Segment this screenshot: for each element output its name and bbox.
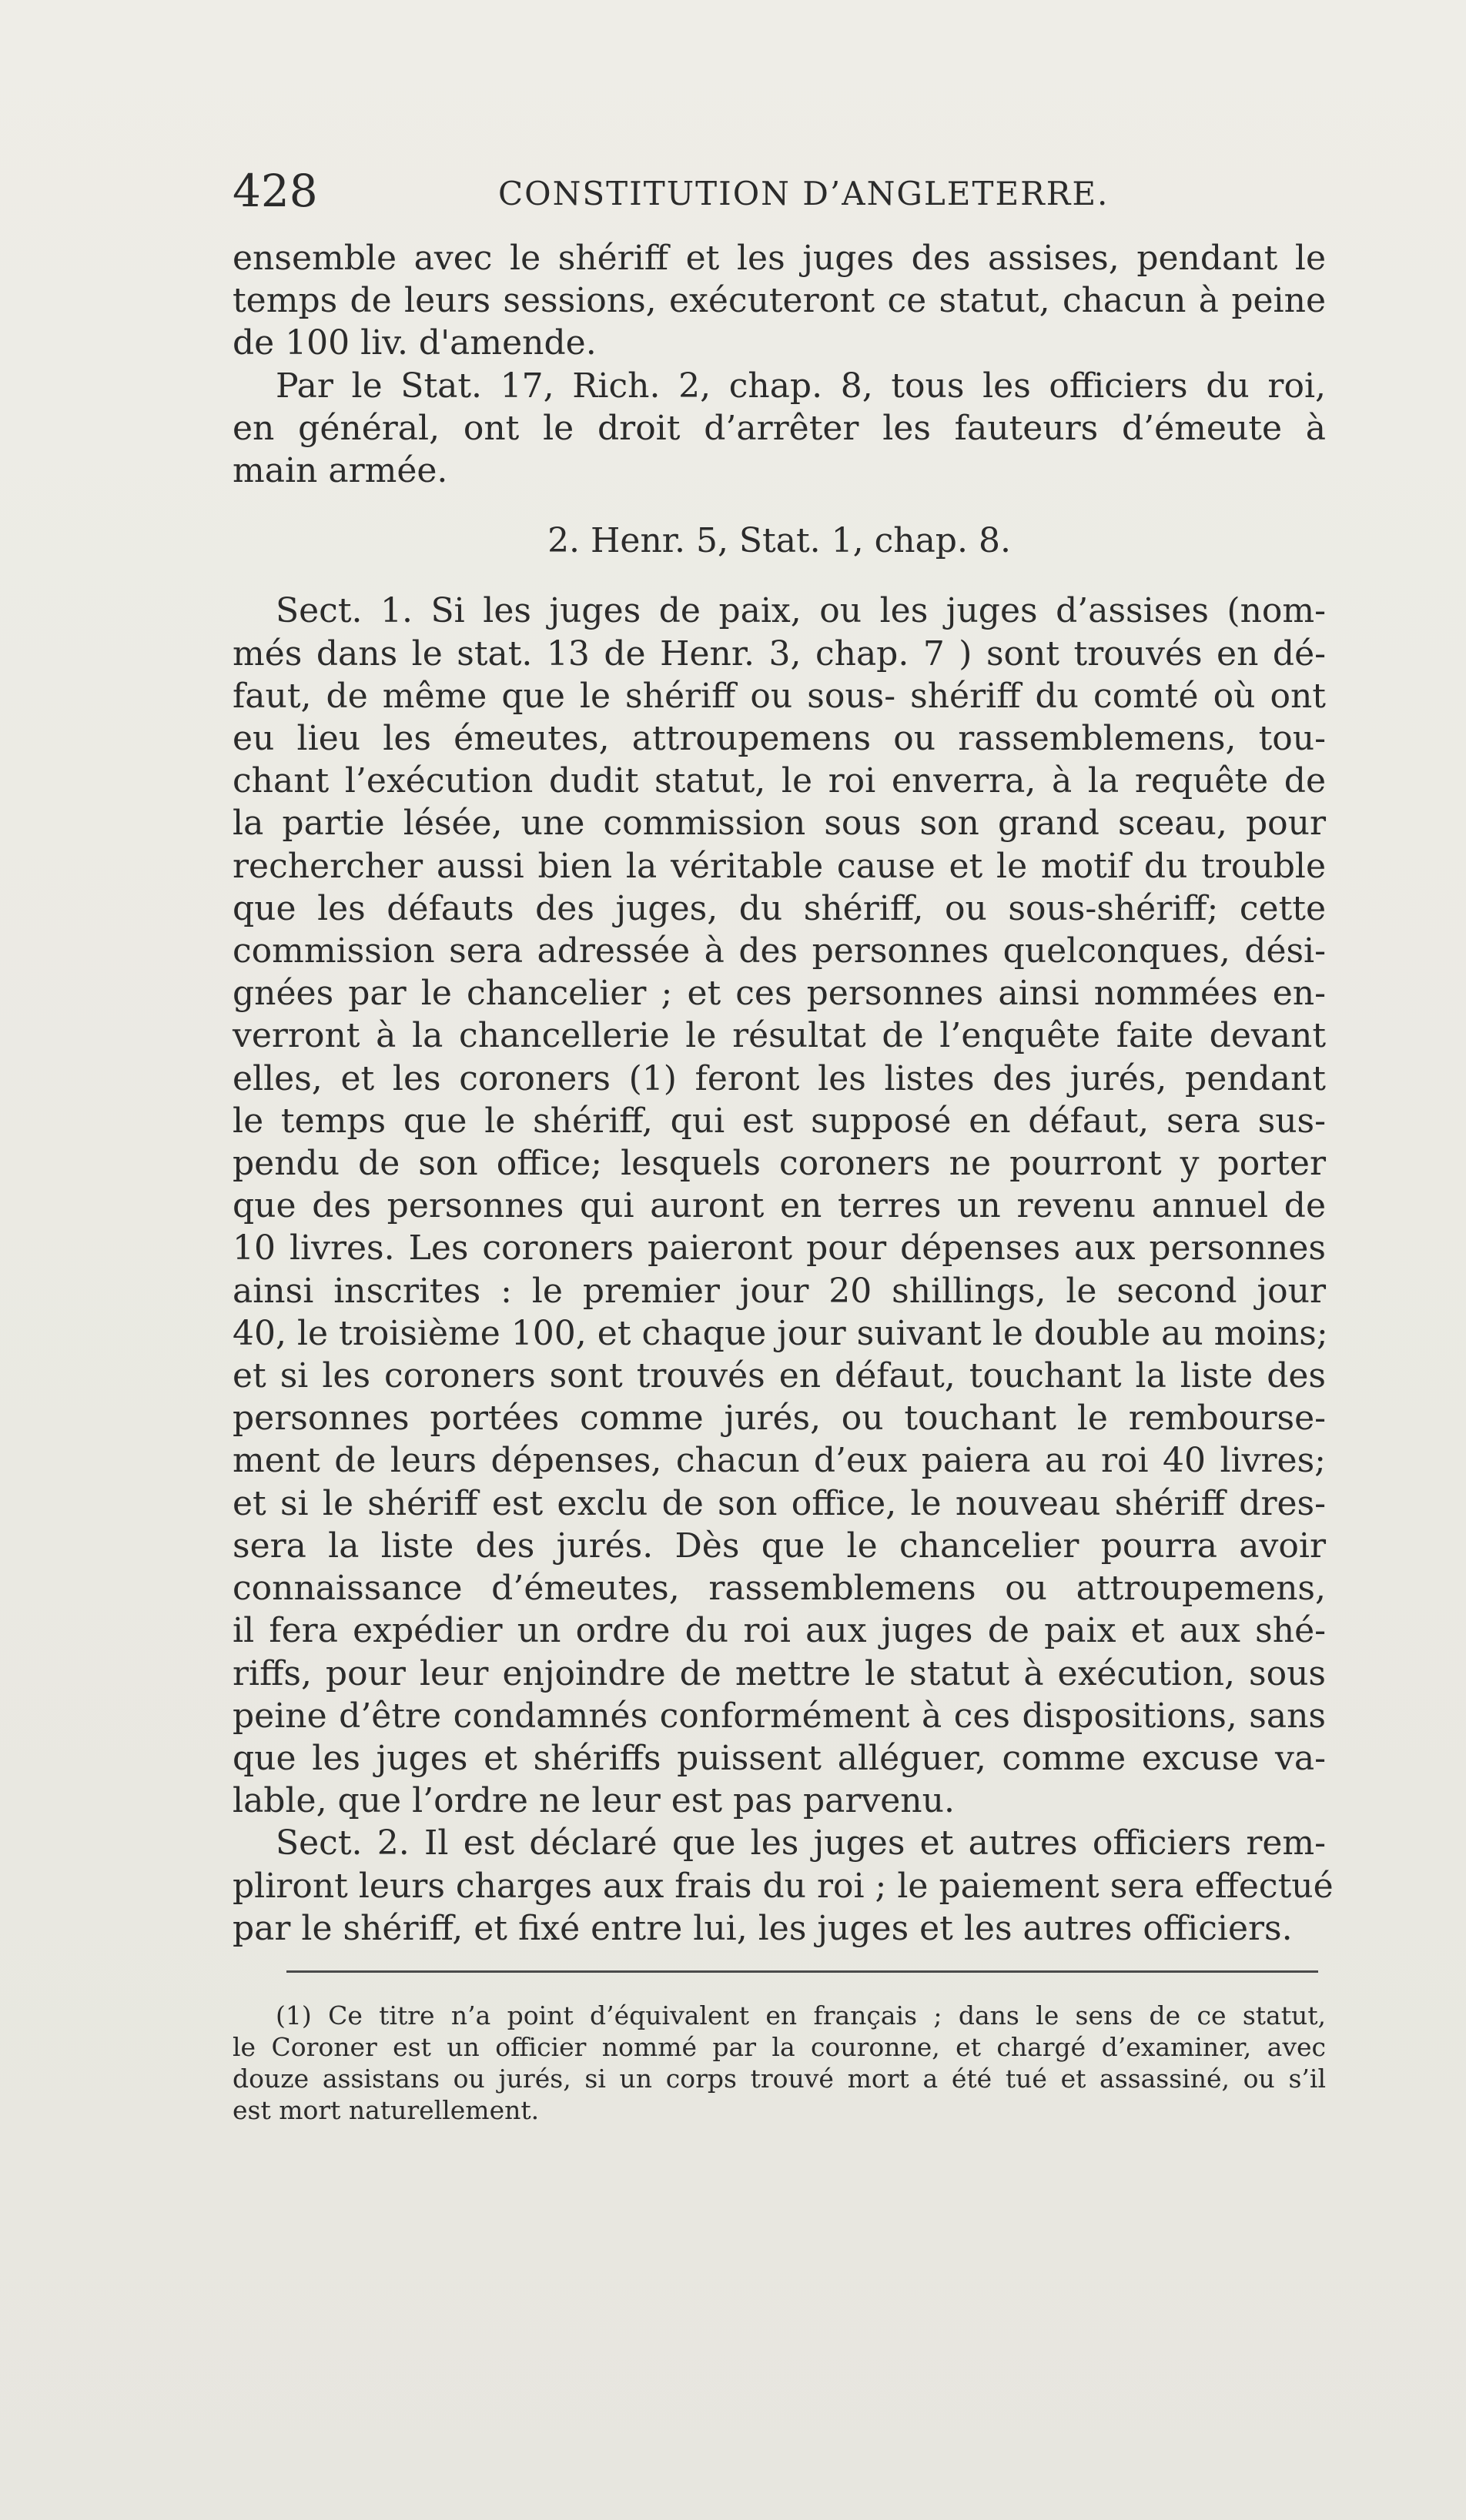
text-line: main armée. xyxy=(233,451,448,491)
text-line: en général, ont le droit d’arrêter les fauteurs d’émeute à xyxy=(233,408,1326,448)
text-line: ment de leurs dépenses, chacun d’eux paiera au roi 40 livres; xyxy=(233,1441,1326,1481)
text-line: gnées par le chancelier ; et ces personnes ainsi nommées en- xyxy=(233,974,1326,1014)
paragraph-2 xyxy=(233,365,1326,493)
text-line: personnes portées comme jurés, ou touchant le rembourse- xyxy=(233,1399,1326,1439)
text-line: commission sera adressée à des personnes quelconques, dési- xyxy=(233,931,1326,971)
text-line: que les défauts des juges, du shériff, ou sous-shériff; cette xyxy=(233,888,1326,928)
footnote-line: est mort naturellement. xyxy=(233,2095,540,2125)
page-number: 428 xyxy=(233,165,318,217)
text-line: més dans le stat. 13 de Henr. 3, chap. 7 ) sont trouvés en dé- xyxy=(233,633,1326,673)
text-line: 10 livres. Les coroners paieront pour dépenses aux personnes xyxy=(233,1228,1326,1268)
text-line: pliront leurs charges aux frais du roi ; le paiement sera effectué xyxy=(233,1866,1334,1906)
running-title: CONSTITUTION D’ANGLETERRE. xyxy=(498,175,1110,212)
text-line: de 100 liv. d'amende. xyxy=(233,323,597,363)
text-line: Par le Stat. 17, Rich. 2, chap. 8, tous les officiers du roi, xyxy=(276,366,1326,406)
text-line: connaissance d’émeutes, rassemblemens ou attroupemens, xyxy=(233,1569,1326,1609)
text-line: faut, de même que le shériff ou sous- shériff du comté où ont xyxy=(233,676,1326,716)
text-line: Sect. 1. Si les juges de paix, ou les juges d’assises (nom- xyxy=(276,591,1326,631)
paragraph-3 xyxy=(233,590,1326,1822)
text-line: verront à la chancellerie le résultat de l’enquête faite devant xyxy=(233,1016,1326,1056)
text-line: que les juges et shériffs puissent alléguer, comme excuse va- xyxy=(233,1738,1326,1778)
footnote-line: douze assistans ou jurés, si un corps trouvé mort a été tué et assassiné, ou s’il xyxy=(233,2064,1326,2094)
text-line: et si le shériff est exclu de son office, le nouveau shériff dres- xyxy=(233,1483,1326,1523)
text-line: eu lieu les émeutes, attroupemens ou rassemblemens, tou- xyxy=(233,719,1326,759)
text-line: le temps que le shériff, qui est supposé en défaut, sera sus- xyxy=(233,1101,1326,1141)
text-line: 40, le troisième 100, et chaque jour suivant le double au moins; xyxy=(233,1313,1328,1353)
text-line: temps de leurs sessions, exécuteront ce statut, chacun à peine xyxy=(233,281,1326,321)
text-line: peine d’être condamnés conformément à ces dispositions, sans xyxy=(233,1696,1326,1736)
section-heading: 2. Henr. 5, Stat. 1, chap. 8. xyxy=(547,521,1011,561)
paragraph-1 xyxy=(233,237,1326,365)
text-line: et si les coroners sont trouvés en défaut, touchant la liste des xyxy=(233,1356,1326,1396)
page-header xyxy=(233,163,1372,219)
footnote xyxy=(233,2000,1326,2126)
paragraph-4 xyxy=(233,1822,1334,1950)
text-line: pendu de son office; lesquels coroners ne pourront y porter xyxy=(233,1144,1326,1184)
main-text xyxy=(233,237,1334,1950)
text-line: rechercher aussi bien la véritable cause et le motif du trouble xyxy=(233,846,1326,886)
text-line: Sect. 2. Il est déclaré que les juges et autres officiers rem- xyxy=(276,1823,1326,1863)
footnote-line: (1) Ce titre n’a point d’équivalent en français ; dans le sens de ce statut, xyxy=(276,2000,1326,2030)
footnote-separator xyxy=(286,1970,1318,1973)
text-line: la partie lésée, une commission sous son grand sceau, pour xyxy=(233,804,1326,844)
spacer xyxy=(233,492,1326,520)
text-line: elles, et les coroners (1) feront les listes des jurés, pendant xyxy=(233,1058,1326,1098)
text-line: par le shériff, et fixé entre lui, les juges et les autres officiers. xyxy=(233,1908,1293,1948)
text-line: riffs, pour leur enjoindre de mettre le statut à exécution, sous xyxy=(233,1653,1326,1693)
text-line: que des personnes qui auront en terres un revenu annuel de xyxy=(233,1186,1326,1226)
text-line: il fera expédier un ordre du roi aux juges de paix et aux shé- xyxy=(233,1611,1326,1651)
footnote-line: le Coroner est un officier nommé par la couronne, et chargé d’examiner, avec xyxy=(233,2032,1326,2062)
text-line: lable, que l’ordre ne leur est pas parvenu. xyxy=(233,1781,955,1821)
text-line: chant l’exécution dudit statut, le roi enverra, à la requête de xyxy=(233,761,1326,801)
text-line: sera la liste des jurés. Dès que le chancelier pourra avoir xyxy=(233,1526,1326,1566)
text-line: ensemble avec le shériff et les juges des assises, pendant le xyxy=(233,239,1326,278)
text-line: ainsi inscrites : le premier jour 20 shillings, le second jour xyxy=(233,1271,1326,1311)
spacer xyxy=(233,562,1326,590)
